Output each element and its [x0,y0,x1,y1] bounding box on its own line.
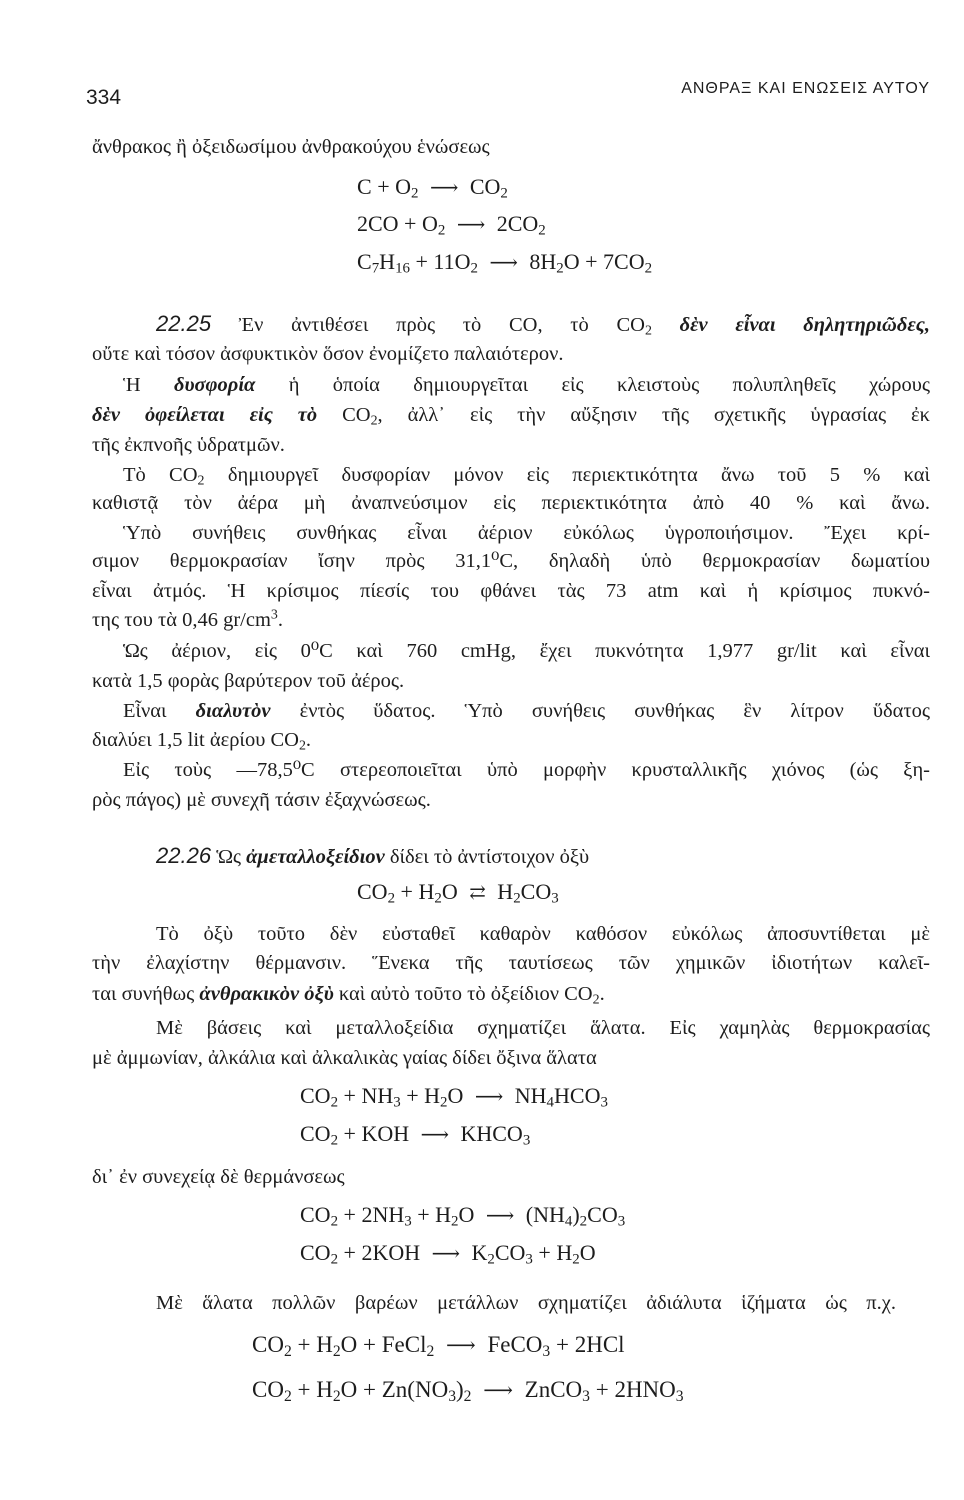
s2225-line-11: της του τὰ 0,46 $gr/cm^3$. [92,607,283,631]
s2226-line-3: τὴν ἐλαχίστην θέρμανσιν. Ἕνεκα τῆς ταυτίσεως τῶν χημικῶν ἰδιοτήτων καλεῖ- [92,952,930,974]
equation-c-combustion: $C + O_2$ ⟶ $CO_2$ [357,174,508,202]
page-number: 334 [86,86,122,109]
s2225-line-3: Ἡ δυσφορία ἡ ὁποία δημιουργεῖται εἰς κλειστοὺς πολυπληθεῖς χώρους [123,374,930,396]
s2225-line-15: διαλύει 1,5 lit ἀερίου $CO_2$. [92,729,312,754]
s2225-line-14: Εἶναι διαλυτὸν ἐντὸς ὕδατος. Ὑπὸ συνήθεις συνθήκας ἓν λίτρον ὕδατος [123,700,931,722]
section-number: 22.26 [156,843,212,868]
equation-potassium-carbonate: $CO_2 + 2KOH$ ⟶ $K_2CO_3 + H_2O$ [300,1240,596,1268]
s2226-line-5: Μὲ βάσεις καὶ μεταλλοξείδια σχηματίζει ἅλατα. Εἰς χαμηλὰς θερμοκρασίας [156,1017,930,1039]
s2225-line-8: Ὑπὸ συνήθεις συνθήκας εἶναι ἀέριον εὐκόλως ὑγροποιήσιμον. Ἔχει κρί- [123,522,930,544]
s2226-line-7: δι᾽ ἐν συνεχείᾳ δὲ θερμάνσεως [92,1166,345,1188]
reaction-arrow: ⟶ [429,177,459,199]
reaction-arrow: ⟶ [489,252,518,274]
intro-line: ἄνθρακος ἢ ὀξειδωσίμου ἀνθρακούχου ἑνώσεως [92,136,490,158]
s2226-line-4: ται συνήθως ἀνθρακικὸν ὀξὺ καὶ αὐτὸ τοῦτο τὸ ὀξείδιον $CO_2$. [92,983,605,1008]
equation-iron-carbonate: $CO_2 + H_2O$ + FeCl$_2$ ⟶ FeCO$_3$ + 2HCl [252,1332,625,1360]
reaction-arrow: ⟶ [431,1243,460,1265]
equation-co-combustion: $2CO + O_2$ ⟶ $2CO_2$ [357,211,546,239]
equation-ammonium-carbonate: $CO_2 + 2NH_3 + H_2O$ ⟶ $(NH_4)_2CO_3$ [300,1202,626,1230]
s2225-line-2: οὔτε καὶ τόσον ἀσφυκτικὸν ὅσον ἐνομίζετο παλαιότερον. [92,343,564,365]
s2225-line-1: 22.25 Ἐν ἀντιθέσει πρὸς τὸ CO, τὸ $CO_2$ δὲν εἶναι δηλητηριῶδες, [156,311,930,339]
s2225-line-7: καθιστᾷ τὸν ἀέρα μὴ ἀναπνεύσιμον εἰς περιεκτικότητα ἀπὸ 40 % καὶ ἄνω. [92,492,930,514]
running-title: ΑΝΘΡΑΞ ΚΑΙ ΕΝΩΣΕΙΣ ΑΥΤΟΥ [681,80,930,97]
s2225-line-13: κατὰ 1,5 φορὰς βαρύτερον τοῦ ἀέρος. [92,670,405,692]
reaction-arrow: ⟶ [474,1086,504,1108]
s2226-line-8: Μὲ ἅλατα πολλῶν βαρέων μετάλλων σχηματίζει ἀδιάλυτα ἱζήματα ὡς π.χ. [156,1292,896,1314]
equation-zinc-carbonate: $CO_2 + H_2O + Zn(NO_3)_2$ ⟶ ZnCO$_3$ + $2HNO_3$ [252,1377,684,1405]
s2225-line-12: Ὡς ἀέριον, εἰς 0⁰C καὶ 760 cmHg, ἔχει πυκνότητα 1,977 gr/lit καὶ εἶναι [123,640,930,662]
equation-potassium-bicarbonate: $CO_2$ + KOH ⟶ $KHCO_3$ [300,1121,531,1149]
reaction-arrow: ⟶ [446,1335,476,1357]
section-number: 22.25 [156,311,212,336]
s2225-line-6: Τὸ $CO_2$ δημιουργεῖ δυσφορίαν μόνον εἰς περιεκτικότητα ἄνω τοῦ 5 % καὶ [123,464,931,489]
s2226-line-2: Τὸ ὀξὺ τοῦτο δὲν εὐσταθεῖ καθαρὸν καθόσον εὐκόλως ἀποσυντίθεται μὲ [156,923,930,945]
equilibrium-arrow: ⇄ [469,882,486,904]
equation-ammonium-bicarbonate: $CO_2 + NH_3 + H_2O$ ⟶ $NH_4HCO_3$ [300,1083,608,1111]
s2225-line-10: εἶναι ἀτμός. Ἡ κρίσιμος πίεσίς του φθάνει τὰς 73 atm καὶ ἡ κρίσιμος πυκνό- [92,580,930,602]
reaction-arrow: ⟶ [485,1205,515,1227]
equation-carbonic-acid: $CO_2 + H_2O$ ⇄ $H_2CO_3$ [357,879,559,907]
s2225-line-9: σιμον θερμοκρασίαν ἴσην πρὸς 31,1⁰C, δηλαδὴ ὑπὸ θερμοκρασίαν δωματίου [92,550,930,572]
s2225-line-5: τῆς ἐκπνοῆς ὑδρατμῶν. [92,434,285,456]
s2225-line-17: ρὸς πάγος) μὲ συνεχῆ τάσιν ἐξαχνώσεως. [92,789,431,811]
equation-heptane-combustion: $C_7H_{16} + 11O_2$ ⟶ $8H_2O + 7CO_2$ [357,249,653,277]
s2225-line-4: δὲν ὀφείλεται εἰς τὸ $CO_2$, ἀλλ᾽ εἰς τὴν αὔξησιν τῆς σχετικῆς ὑγρασίας ἐκ [92,404,930,429]
s2226-line-1: 22.26 Ὡς ἀμεταλλοξείδιον δίδει τὸ ἀντίστοιχον ὀξὺ [156,843,590,868]
reaction-arrow: ⟶ [456,214,486,236]
s2225-line-16: Εἰς τοὺς —78,5⁰C στερεοποιεῖται ὑπὸ μορφὴν κρυσταλλικῆς χιόνος (ὡς ξη- [123,759,930,781]
reaction-arrow: ⟶ [420,1124,449,1146]
reaction-arrow: ⟶ [483,1380,513,1402]
s2226-line-6: μὲ ἀμμωνίαν, ἀλκάλια καὶ ἀλκαλικὰς γαίας δίδει ὄξινα ἅλατα [92,1047,597,1069]
